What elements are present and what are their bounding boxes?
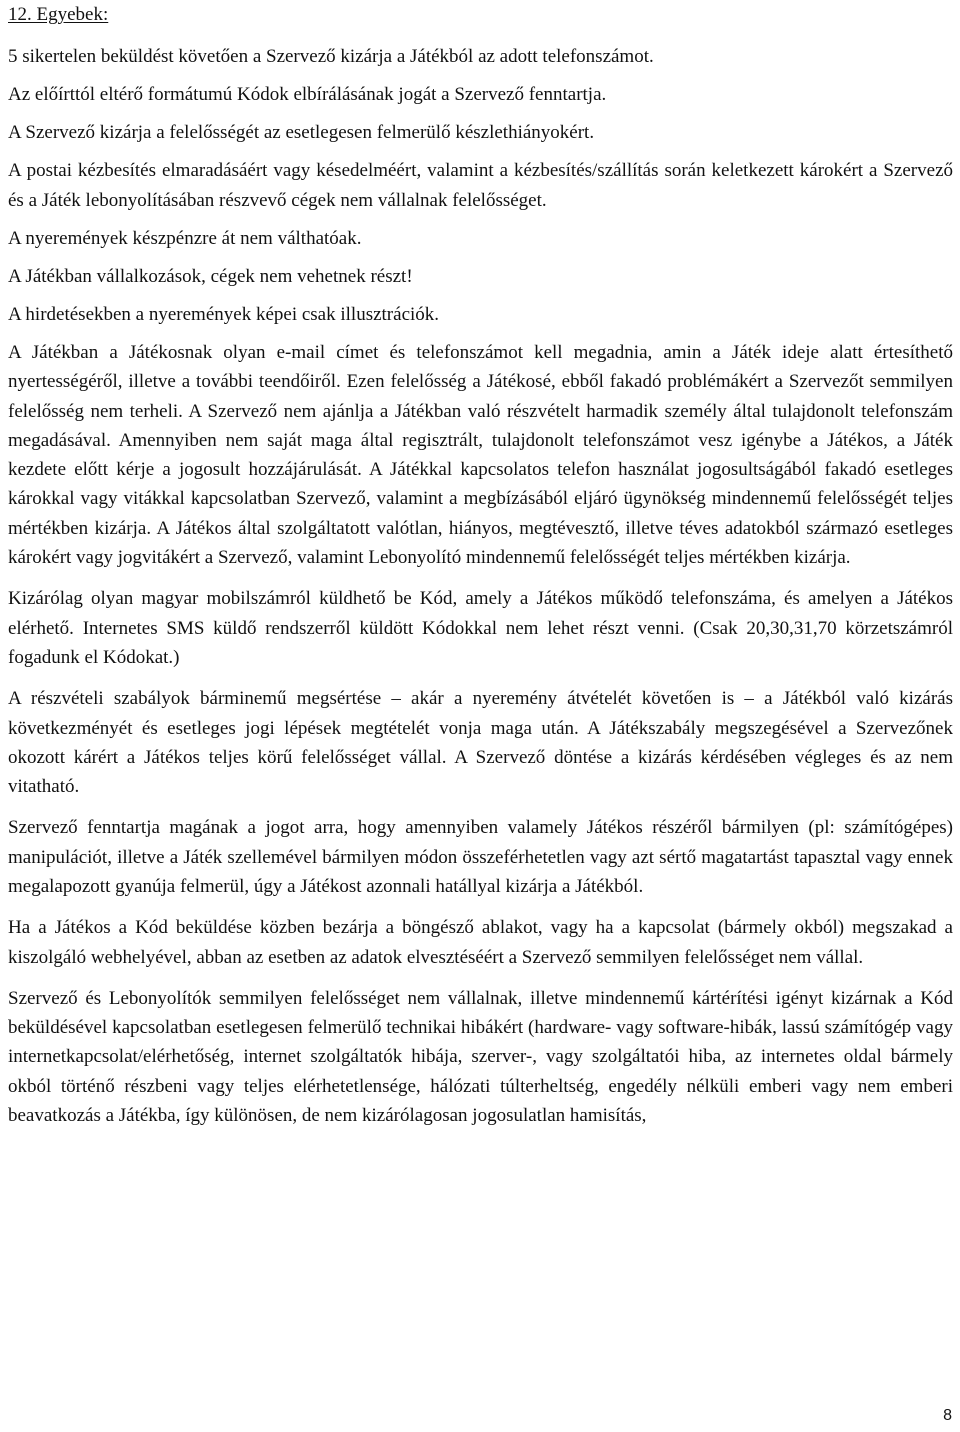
rule-code-format: Az előírttól eltérő formátumú Kódok elbírálásának jogát a Szervező fenntartja. [8, 84, 607, 106]
rule-mobile-number: Kizárólag olyan magyar mobilszámról küldhető be Kód, amely a Játékos működő telefonszáma, és amelyen a Játékos elérhető. Internetes SMS küldő rendszerről küldött Kódokkal nem lehet részt venni. (Csak 20,30,31,70 körzetszámról fogadunk el Kódokat.) [8, 588, 953, 668]
rule-failed-submissions: 5 sikertelen beküldést követően a Szervező kizárja a Játékból az adott telefonszámot. [8, 46, 654, 67]
rule-no-companies: A Játékban vállalkozások, cégek nem vehetnek részt! [8, 265, 413, 287]
rule-stock-shortage: A Szervező kizárja a felelősségét az esetlegesen felmerülő készlethiányokért. [8, 122, 595, 144]
rule-technical-errors: Szervező és Lebonyolítók semmilyen felelősséget nem vállalnak, illetve mindennemű kártérítési igényt kizárnak a Kód beküldésével kapcsolatban esetlegesen felmerülő technikai hibákért (hardware- vagy software-hibák, lassú számítógép vagy internetkapcsolat/elérhetőség, internet szolgáltatók hibája, szerver-, vagy szolgáltatói hiba, az internetes oldal bármely okból történő részbeni vagy teljes elérhetetlensége, hálózati túlterheltség, engedély nélküli emberi vagy nem emberi beavatkozás a Játékba, így különösen, de nem kizárólagosan jogosulatlan hamisítás, [8, 987, 953, 1127]
rule-browser-closed: Ha a Játékos a Kód beküldése közben bezárja a böngésző ablakot, vagy ha a kapcsolat (bármely okból) megszakad a kiszolgáló webhelyével, abban az esetben az adatok elvesztéséért a Szervező semmilyen felelősséget nem vállal. [8, 917, 953, 968]
rule-no-cash: A nyeremények készpénzre át nem válthatóak. [8, 227, 362, 249]
rule-illustrations: A hirdetésekben a nyeremények képei csak illusztrációk. [8, 303, 440, 325]
section-body [8, 42, 953, 1142]
rule-contact-details: A Játékban a Játékosnak olyan e-mail címet és telefonszámot kell megadnia, amin a Játék ideje alatt értesíthető nyertességéről, illetve a további teendőiről. Ezen felelősség a Játékosé, ebből fakadó problémákért a Szervezőt semmilyen felelősség nem terheli. A Szervező nem ajánlja a Játékban való részvételt harmadik személy által tulajdonolt telefonszám megadásával. Amennyiben nem saját maga által regisztrált, tulajdonolt telefonszámot vesz igénybe a Játékos, a Játék kezdete előtt kérje a jogosult hozzájárulását. A Játékkal kapcsolatos telefon használat jogosultságából fakadó esetleges károkkal vagy vitákkal kapcsolatban Szervező, valamint a megbízásából eljáró ügynökség mindennemű felelősségét teljes mértékben kizárja. A Játékos által szolgáltatott valótlan, hiányos, megtévesztő, illetve téves adatokból származó esetleges károkért vagy jogvitákért a Szervező, valamint Lebonyolító mindennemű felelősségét teljes mértékben kizárja. [8, 341, 953, 569]
rule-violation: A részvételi szabályok bárminemű megsértése – akár a nyeremény átvételét követően is – a Játékból való kizárás következményét és esetleges jogi lépések megtételét vonja maga után. A Játékszabály megszegésével a Szervezőnek okozott kárért a Játékos teljes körű felelősséget vállal. A Szervező döntése a kizárás kérdésében végleges és az nem vitatható. [8, 688, 953, 798]
rule-postal-delivery: A postai kézbesítés elmaradásáért vagy késedelméért, valamint a kézbesítés/szállítás során keletkezett károkért a Szervező és a Játék lebonyolításában részvevő cégek nem vállalnak felelősséget. [8, 160, 953, 211]
rule-manipulation: Szervező fenntartja magának a jogot arra, hogy amennyiben valamely Játékos részéről bármilyen (pl: számítógépes) manipulációt, illetve a Játék szellemével bármilyen módon összeférhetetlen vagy azt sértő magatartást tapasztal vagy ennek megalapozott gyanúja felmerül, úgy a Játékost azonnali hatállyal kizárja a Játékból. [8, 817, 953, 897]
page-number: 8 [943, 1407, 952, 1424]
section-heading: 12. Egyebek: [8, 4, 109, 25]
